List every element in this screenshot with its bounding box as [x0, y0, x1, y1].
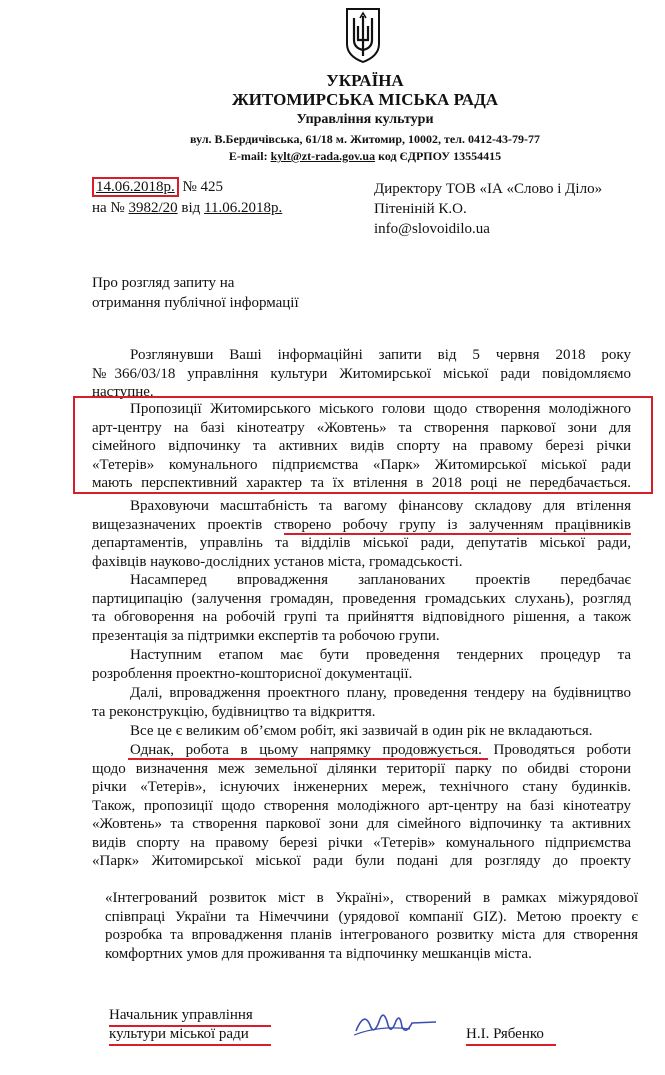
signatory-title-2: культури міської ради — [109, 1026, 249, 1042]
addressee-block — [374, 179, 602, 239]
paragraph-9: «Інтегрований розвиток міст в Україні», створений в рамках міжурядової співпраці України та Німеччини (урядової компанії GIZ). Метою проекту є розробка та впровадження планів інтегрованого розвитку міста для створення комфортних умов для проживання та відпочинку мешканців міста. — [105, 890, 638, 962]
addressee-line-2: Пітеніній К.О. — [374, 201, 467, 217]
addressee-line-1: Директору ТОВ «ІА «Слово і Діло» — [374, 181, 603, 197]
header-address: вул. В.Бердичівська, 61/18 м. Житомир, 10002, тел. 0412-43-79-77 — [190, 132, 540, 146]
ref-number: 3982/20 — [128, 200, 178, 216]
signatory-name: Н.І. Рябенко — [466, 1026, 544, 1042]
paragraph-3: Враховуючи масштабність та вагому фінансову складову для втілення вищезазначених проектів створено робочу групу із залученням працівників департаментів, управлінь та відділів міської ради, депутатів міської ради, фахівців науково-дослідних установ міста, громадськості. — [92, 498, 631, 570]
ref-date: 11.06.2018р. — [204, 200, 283, 216]
signature-scribble — [350, 1005, 440, 1045]
subject-line-1: Про розгляд запиту на — [92, 275, 235, 291]
paragraph-1: Розглянувши Ваші інформаційні запити від 5 червня 2018 року №366/03/18 управління культури Житомирської міської ради повідомляємо наступне. — [92, 347, 631, 400]
underline-title-2 — [109, 1044, 271, 1046]
outgoing-number: № 425 — [182, 179, 224, 195]
edrpou-code: код ЄДРПОУ 13554415 — [375, 149, 502, 163]
header-contacts — [0, 149, 665, 164]
paragraph-2: Пропозиції Житомирського міського голови щодо створення молодіжного арт-центру на базі кінотеатру «Жовтень» та створення паркової зони для сімейного відпочинку та активних видів спорту на правому березі річки «Тетерів» комунального підприємства «Парк» Житомирської міської ради мають перспективний характер та їх втілення в 2018 році не передбачається. — [92, 401, 631, 491]
paragraph-8: Однак, робота в цьому напрямку продовжується. Проводяться роботи щодо визначення меж земельної ділянки території парку по обидві сторони річки «Тетерів», існуючих інженерних мереж, технічного стану будинків. Також, пропозиції щодо створення молодіжного арт-центру на базі кінотеатру «Жовтень» та створення паркової зони для сімейного відпочинку та активних видів спорту на правому березі річки «Тетерів» комунального підприємства «Парк» Житомирської міської ради були подані для розгляду до проекту — [92, 742, 631, 869]
reference-line — [92, 200, 282, 217]
header-country: УКРАЇНА — [326, 71, 404, 90]
underline-name — [466, 1044, 556, 1046]
addressee-line-3: info@slovoidilo.ua — [374, 221, 490, 237]
paragraph-7: Все це є великим об’ємом робіт, які зазвичай в один рік не вкладаються. — [130, 723, 593, 739]
underline-work-continues — [128, 758, 488, 760]
signatory-title-1: Начальник управління — [109, 1007, 253, 1023]
header-council: ЖИТОМИРСЬКА МІСЬКА РАДА — [231, 90, 499, 109]
paragraph-4: Насамперед впровадження запланованих проектів передбачає партиципацію (залучення громадян, проведення громадських слухань), розгляд та обговорення на робочій групі та прийняття відповідного рішення, а також презентація за підтримки експертів та робочою групи. — [92, 572, 631, 644]
paragraph-5: Наступним етапом має бути проведення тендерних процедур та розроблення проектно-кошторисної документації. — [92, 647, 631, 682]
ref-prefix: на № — [92, 200, 129, 216]
underline-working-group — [284, 533, 631, 535]
trident-emblem-icon — [344, 6, 382, 64]
subject-block — [92, 273, 299, 313]
outgoing-date: 14.06.2018р. — [92, 177, 179, 197]
email-label: E-mail: — [228, 149, 271, 163]
outgoing-line — [92, 179, 223, 196]
email-link[interactable]: kylt@zt-rada.gov.ua — [270, 149, 376, 163]
subject-line-2: отримання публічної інформації — [92, 295, 299, 311]
ref-mid: від — [177, 200, 205, 216]
header-department: Управління культури — [296, 112, 434, 127]
paragraph-6: Далі, впровадження проектного плану, проведення тендеру на будівництво та реконструкцію, будівництво та відкриття. — [92, 685, 631, 720]
